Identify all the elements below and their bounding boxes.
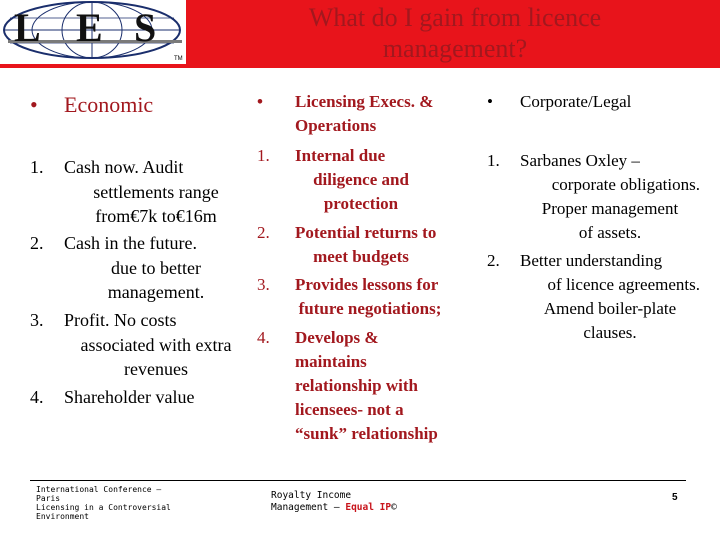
economic-bullet: • xyxy=(30,92,38,117)
licensing-item-4 xyxy=(295,326,465,446)
footer-conference xyxy=(36,485,171,521)
title-line-1: What do I gain from licence xyxy=(308,3,602,32)
footer-company xyxy=(271,490,397,514)
licensing-num-4: 4. xyxy=(257,328,270,347)
corporate-item-2-line-3: Amend boiler-plate xyxy=(543,299,677,318)
economic-item-4 xyxy=(64,385,248,410)
logo-letter-s: S xyxy=(134,5,157,50)
economic-num-2: 2. xyxy=(30,233,44,253)
economic-heading: Economic xyxy=(64,92,154,117)
licensing-item-3-line-2: future negotiations; xyxy=(298,299,442,318)
licensing-item-4-line-5: “sunk” relationship xyxy=(295,424,438,443)
corporate-bullet: • xyxy=(487,92,493,111)
economic-item-1-line-3: from€7k to€16m xyxy=(95,206,217,226)
corporate-item-2-line-2: of licence agreements. xyxy=(547,275,700,294)
corporate-item-1 xyxy=(520,149,700,245)
licensing-item-2 xyxy=(295,221,465,269)
licensing-heading-line-1: Licensing Execs. & xyxy=(295,92,434,111)
economic-item-1 xyxy=(64,155,248,229)
licensing-item-1-line-1: Internal due xyxy=(295,146,386,165)
footer-rule xyxy=(30,480,686,481)
logo-trademark: TM xyxy=(174,56,183,62)
economic-num-4: 4. xyxy=(30,387,44,407)
corporate-heading: Corporate/Legal xyxy=(520,92,632,111)
footer-company-text: Management – xyxy=(271,502,346,513)
footer-company-line-2 xyxy=(271,502,397,514)
les-logo xyxy=(0,0,186,64)
footer-company-line-1: Royalty Income xyxy=(271,490,352,501)
economic-item-2-line-1: Cash in the future. xyxy=(64,233,197,253)
licensing-num-1: 1. xyxy=(257,146,270,165)
economic-item-3 xyxy=(64,308,248,382)
licensing-item-4-line-1: Develops & xyxy=(295,328,379,347)
corporate-item-2-line-1: Better understanding xyxy=(520,251,663,270)
licensing-heading-line-2: Operations xyxy=(295,116,377,135)
economic-item-3-line-3: revenues xyxy=(124,359,188,379)
corporate-num-1: 1. xyxy=(487,151,500,170)
licensing-item-2-line-2: meet budgets xyxy=(313,247,409,266)
licensing-item-2-line-1: Potential returns to xyxy=(295,223,437,242)
footer-conference-line-2: Paris xyxy=(36,494,61,503)
page-title xyxy=(190,2,720,64)
footer-conference-line-4: Environment xyxy=(36,512,89,521)
corporate-item-1-line-4: of assets. xyxy=(578,223,642,242)
economic-item-3-line-2: associated with extra xyxy=(80,334,232,355)
licensing-item-1-line-3: protection xyxy=(323,194,399,213)
economic-item-2 xyxy=(64,231,248,305)
licensing-item-1-line-2: diligence and xyxy=(313,170,409,189)
corporate-item-2 xyxy=(520,249,700,345)
logo-letter-e: E xyxy=(76,5,103,50)
licensing-item-1 xyxy=(295,144,455,216)
economic-item-2-line-3: management. xyxy=(107,282,205,302)
licensing-item-3-line-1: Provides lessons for xyxy=(295,275,439,294)
economic-item-1-line-2: settlements range xyxy=(93,181,219,202)
page-number: 5 xyxy=(672,492,678,503)
economic-num-1: 1. xyxy=(30,157,44,177)
licensing-item-3 xyxy=(295,273,465,321)
corporate-item-1-line-3: Proper management xyxy=(541,199,679,218)
economic-item-1-line-1: Cash now. Audit xyxy=(64,157,184,177)
economic-item-4-line-1: Shareholder value xyxy=(64,387,195,407)
corporate-item-2-line-4: clauses. xyxy=(583,323,637,342)
economic-num-3: 3. xyxy=(30,310,44,330)
title-line-2: management? xyxy=(382,34,528,63)
licensing-item-4-line-4: licensees- not a xyxy=(295,400,404,419)
economic-item-3-line-1: Profit. No costs xyxy=(64,310,177,330)
footer-conference-line-3: Licensing in a Controversial xyxy=(36,503,171,512)
footer-brand: Equal IP xyxy=(345,502,392,513)
economic-item-2-line-2: due to better xyxy=(111,257,201,278)
licensing-item-4-line-2: maintains xyxy=(295,352,367,371)
corporate-num-2: 2. xyxy=(487,251,500,270)
licensing-heading xyxy=(295,90,465,138)
licensing-num-2: 2. xyxy=(257,223,270,242)
footer-copyright: © xyxy=(391,502,397,513)
corporate-item-1-line-1: Sarbanes Oxley – xyxy=(520,151,640,170)
logo-letter-l: L xyxy=(14,5,41,50)
licensing-bullet: • xyxy=(257,92,263,111)
footer-conference-line-1: International Conference – xyxy=(36,485,162,494)
licensing-item-4-line-3: relationship with xyxy=(295,376,418,395)
licensing-num-3: 3. xyxy=(257,275,270,294)
corporate-item-1-line-2: corporate obligations. xyxy=(551,175,700,194)
